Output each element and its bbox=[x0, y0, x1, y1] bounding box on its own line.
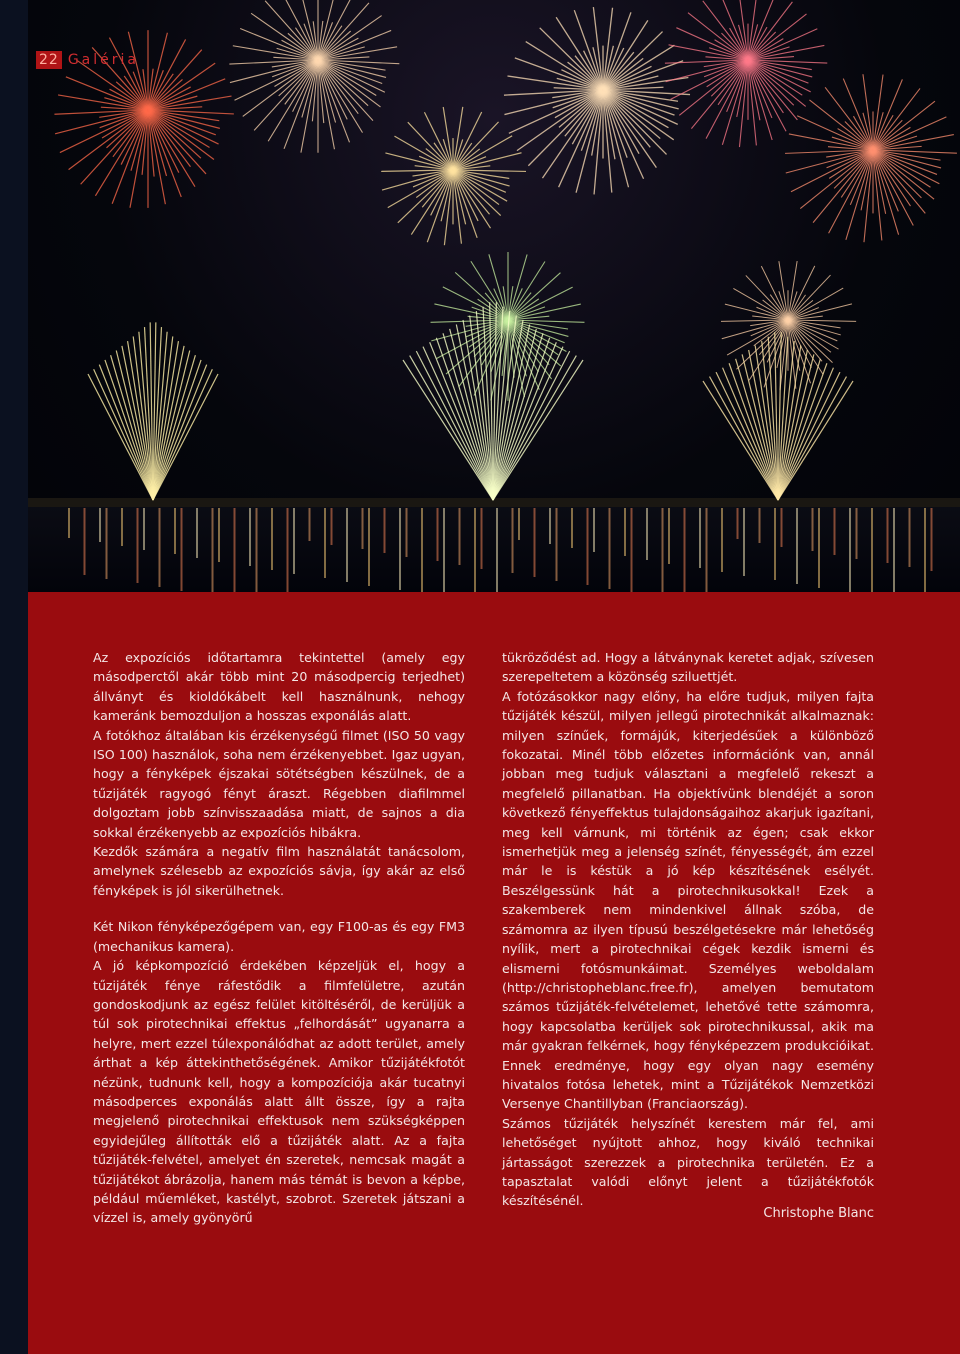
paragraph: Számos tűzijáték helyszínét kerestem már fel, ami lehetőséget nyújtott ahhoz, hogy kiváló technikai jártasságot szerezzek a pirotechnika területén. Ez a tapasztalat valódi előnyt jelent a tűzijátékfotók készítésénél. bbox=[502, 1115, 874, 1209]
paragraph: Az expozíciós időtartamra tekintettel (amely egy másodperctől akár több mint 20 másodpercig terjedhet) állványt és kioldókábelt kell használnunk, nehogy kameránk bemozduljon a hosszas exponálás alatt. bbox=[93, 650, 465, 724]
page-header bbox=[36, 50, 139, 70]
paragraph: A jó képkompozíció érdekében képzeljük el, hogy a tűzijáték fénye ráfestődik a filmfelületre, azután gondoskodjunk az egész felület kitöltéséről, de kerüljük a túl sok pirotechnikai effektus „felhordását” ugyanarra a helyre, mert ezzel túlexponálódhat az adott terület, amely árthat a kép áttekinthetőségének. Amikor tűzijátékfotót nézünk, tudnunk kell, hogy a kompozíciója akár tucatnyi másodperces exponálás alatt állt össze, így a rajta megjelenő pirotechnikai effektusok nem szükségképpen egyidejűleg állították elő a tűzijáték alatt. Az a fajta tűzijáték-felvétel, amelyet én szeretek, nemcsak magát a tűzijátékot ábrázolja, hanem más témát is bevon a képbe, például műemléket, kastélyt, szobrot. Szeretek játszani a vízzel is, amely gyönyörű bbox=[93, 958, 465, 1226]
paragraph: A fotózásokkor nagy előny, ha előre tudjuk, milyen fajta tűzijáték készül, milyen jellegű pirotechnikát alkalmaznak: milyen színűek, formájúk, kiterjedésűek a különböző fokozatai. Minél több előzetes információnk van, annál jobban meg tudjuk választani a megfelelő rekeszt a megfelelő pillanatban. Ha objektívünk blendéjét a soron következő fényeffektus tulajdonságaihoz akarjuk igazítani, meg kell várnunk, mi történik az égen; csak ekkor ismerhetjük meg a jelenség színét, fényességét, ám ezzel már le is késtük a jó kép készítésének esélyét. Beszélgessünk hát a pirotechnikusokkal! Ezek a szakemberek nem mindenkivel állnak szóba, de számomra az ilyen típusú beszélgetésekre már lehetőség nyílik, mert a pirotechnikai cégek kezdik ismerni és elismerni fotósmunkáimat. Személyes weboldalam (http://christopheblanc.free.fr), amelyen bemutatom számos tűzijáték-felvételemet, lehetővé tette számomra, hogy kapcsolatba kerüljek sok pirotechnikussal, akik ma már gyakran felkérnek, hogy fényképezzem produkcióikat. Ennek eredménye, hogy egy olyan nagy esemény hivatalos fotósa lehetek, mint a Tűzijátékok Nemzetközi Versenye Chantillyban (Franciaország). bbox=[502, 688, 874, 1112]
page-spine bbox=[0, 0, 28, 1354]
article-column-left bbox=[93, 648, 465, 1228]
paragraph: Kezdők számára a negatív film használatát tanácsolom, amelynek szélesebb az expozíciós sávja, így akár az első fényképek is jól sikerülhetnek. bbox=[93, 844, 465, 898]
fireworks-photo bbox=[28, 0, 960, 592]
author-signature: Christophe Blanc bbox=[763, 1206, 874, 1221]
page-number: 22 bbox=[36, 51, 62, 69]
paragraph: tükröződést ad. Hogy a látványnak keretet adjak, szívesen szerepeltetem a közönség sziluettjét. bbox=[502, 650, 874, 685]
article-column-right bbox=[502, 648, 874, 1211]
paragraph: A fotókhoz általában kis érzékenységű filmet (ISO 50 vagy ISO 100) használok, soha nem érzékenyebbet. Igaz ugyan, hogy a fényképek éjszakai sötétségben készülnek, de a tűzijáték ragyogó fényt áraszt. Régebben diafilmmel dolgoztam jobb színvisszaadása miatt, de sajnos a dia sokkal érzékenyebb az expozíciós hibákra. bbox=[93, 727, 465, 840]
paragraph: Két Nikon fényképezőgépem van, egy F100-as és egy FM3 (mechanikus kamera). bbox=[93, 919, 465, 954]
section-title: Galéria bbox=[67, 52, 139, 68]
